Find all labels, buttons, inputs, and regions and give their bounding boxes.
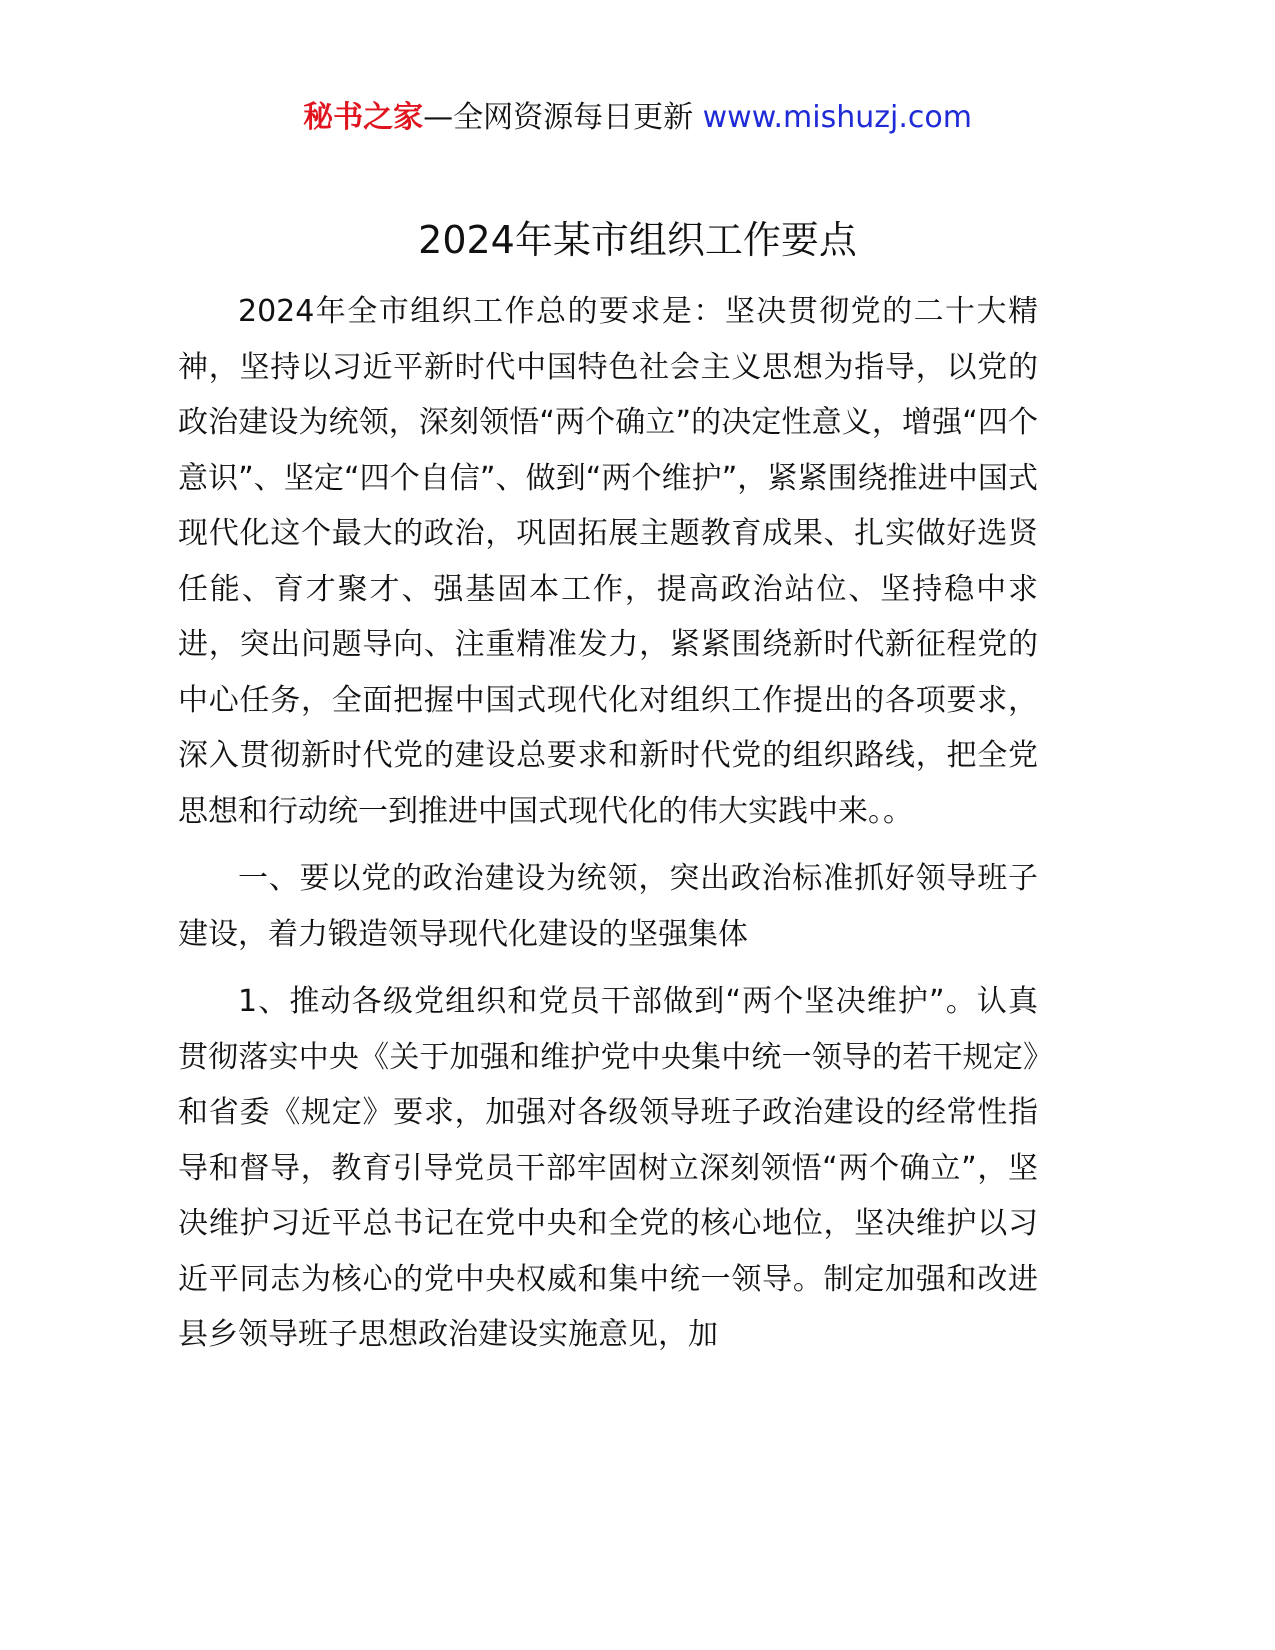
item-paragraph-1: 1、推动各级党组织和党员干部做到“两个坚决维护”。认真贯彻落实中央《关于加强和维护党中央集中统一领导的若干规定》和省委《规定》要求，加强对各级领导班子政治建设的经常性指导和督导，教育引导党员干部牢固树立深刻领悟“两个确立”，坚决维护习近平总书记在党中央和全党的核心地位，坚决维护以习近平同志为核心的党中央权威和集中统一领导。制定加强和改进县乡领导班子思想政治建设实施意见，加 [178,984,1038,1352]
document-title: 2024年某市组织工作要点 [418,218,857,262]
site-url-link[interactable]: www.mishuzj.com [702,100,972,135]
site-tagline: —全网资源每日更新 [423,100,694,135]
document-body [178,284,1038,1363]
section-heading-1: 一、要以党的政治建设为统领，突出政治标准抓好领导班子建设，着力锻造领导现代化建设的坚强集体 [178,861,1038,952]
site-header [0,96,1275,140]
intro-paragraph: 2024年全市组织工作总的要求是：坚决贯彻党的二十大精神，坚持以习近平新时代中国特色社会主义思想为指导，以党的政治建设为统领，深刻领悟“两个确立”的决定性意义，增强“四个意识”、坚定“四个自信”、做到“两个维护”，紧紧围绕推进中国式现代化这个最大的政治，巩固拓展主题教育成果、扎实做好选贤任能、育才聚才、强基固本工作，提高政治站位、坚持稳中求进，突出问题导向、注重精准发力，紧紧围绕新时代新征程党的中心任务，全面把握中国式现代化对组织工作提出的各项要求，深入贯彻新时代党的建设总要求和新时代党的组织路线，把全党思想和行动统一到推进中国式现代化的伟大实践中来。。 [178,294,1038,829]
site-name: 秘书之家 [303,100,424,135]
